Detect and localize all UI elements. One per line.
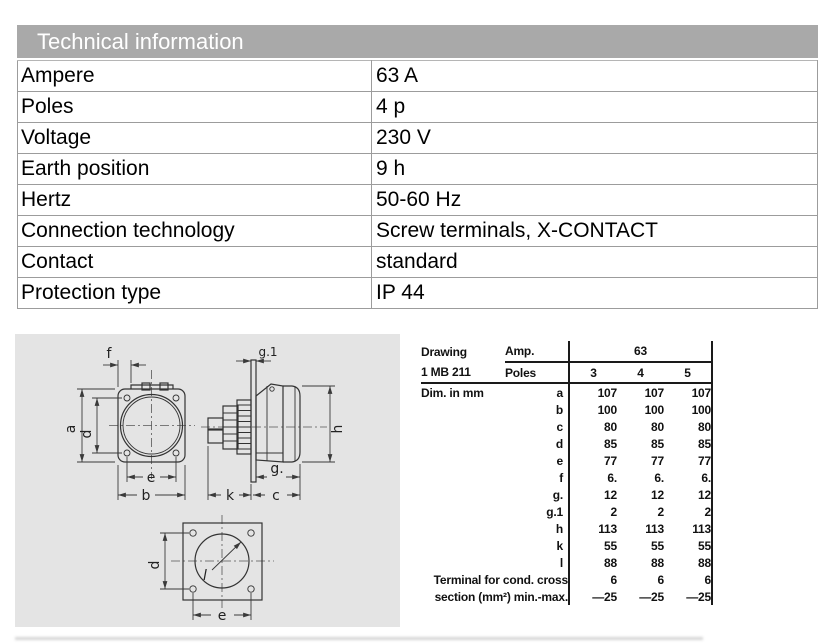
terminal-row-min [421, 571, 712, 588]
spec-label: Earth position [18, 154, 372, 185]
terminal-min-value: 6 [664, 571, 712, 588]
cutoff-next-section-edge [15, 637, 703, 640]
dim-value: 85 [651, 436, 664, 451]
dim-value: 6. [569, 469, 617, 486]
dim-letter: d [555, 436, 563, 451]
dim-value: 88 [651, 555, 664, 570]
spec-row-earth-position [18, 154, 818, 185]
spec-row-protection-type [18, 278, 818, 309]
dim-table-header-row [421, 341, 712, 362]
drawing-number: 1 MB 211 [421, 362, 505, 383]
dim-letter: g.1 [546, 504, 563, 519]
dim-letter: g. [552, 487, 563, 502]
spec-label: Hertz [18, 185, 372, 216]
terminal-min-value: 6 [569, 571, 617, 588]
dim-row-k [421, 537, 712, 554]
section-title: Technical information [37, 29, 244, 54]
dim-label-e: e [146, 470, 156, 486]
dim-value: 77 [664, 452, 712, 469]
dim-value: 88 [664, 554, 712, 571]
front-view [63, 346, 195, 504]
dim-row-b [421, 401, 712, 418]
dim-row-g [421, 486, 712, 503]
dim-label-g: g. [270, 461, 284, 477]
spec-label: Connection technology [18, 216, 372, 247]
pole-option: 4 [617, 362, 664, 383]
dim-value: 12 [569, 486, 617, 503]
dim-value: 2 [657, 504, 664, 519]
dim-row-e [421, 452, 712, 469]
dim-value: 107 [644, 385, 664, 400]
dim-label-g1: g.1 [258, 345, 278, 359]
dim-letter: c [556, 419, 563, 434]
spec-label: Poles [18, 92, 372, 123]
spec-row-ampere [18, 61, 818, 92]
dim-letter: h [555, 521, 563, 536]
dim-value: 6. [654, 470, 664, 485]
dim-value: 107 [664, 383, 712, 401]
drawing-label: Drawing [421, 344, 467, 359]
spec-row-connection-technology [18, 216, 818, 247]
amp-value: 63 [569, 341, 712, 362]
dim-row-a [421, 383, 712, 401]
dim-row-h [421, 520, 712, 537]
dim-letter: b [555, 402, 563, 417]
spec-value: 230 V [372, 123, 818, 154]
dim-value: 80 [664, 418, 712, 435]
dim-value: 2 [569, 503, 617, 520]
terminal-label-line2: section (mm²) min.-max. [434, 589, 568, 604]
technical-drawing-panel [15, 334, 400, 627]
terminal-row-max [421, 588, 712, 605]
terminal-min-value: 6 [657, 572, 664, 587]
terminal-max-value: —25 [639, 589, 664, 604]
amp-label: Amp. [505, 341, 569, 362]
dim-value: 100 [569, 401, 617, 418]
dim-letter: f [559, 470, 563, 485]
dimension-table [421, 341, 713, 605]
dim-row-c [421, 418, 712, 435]
spec-value: Screw terminals, X-CONTACT [372, 216, 818, 247]
dim-value: 12 [651, 487, 664, 502]
dim-label-d-bottom: d [147, 560, 163, 570]
dim-row-l [421, 554, 712, 571]
spec-value: standard [372, 247, 818, 278]
dim-value: 85 [569, 435, 617, 452]
technical-information-header [17, 25, 818, 58]
dim-value: 77 [651, 453, 664, 468]
dim-value: 80 [569, 418, 617, 435]
bottom-view [147, 515, 274, 624]
spec-value: 4 p [372, 92, 818, 123]
dim-value: 88 [569, 554, 617, 571]
dim-unit-label: Dim. in mm [421, 385, 484, 400]
dim-letter: k [556, 538, 563, 553]
dim-value: 113 [569, 520, 617, 537]
dim-row-f [421, 469, 712, 486]
pole-option: 5 [664, 362, 712, 383]
dim-label-e-bottom: e [217, 608, 227, 624]
dim-value: 55 [569, 537, 617, 554]
spec-value: 50-60 Hz [372, 185, 818, 216]
spec-row-voltage [18, 123, 818, 154]
dim-label-b: b [141, 488, 151, 504]
pole-option: 3 [569, 362, 617, 383]
dim-letter: a [556, 385, 563, 400]
dim-row-d [421, 435, 712, 452]
dim-value: 12 [664, 486, 712, 503]
dim-label-c: c [272, 488, 280, 504]
poles-label: Poles [505, 362, 569, 383]
spec-value: 9 h [372, 154, 818, 185]
dim-value: 113 [664, 520, 712, 537]
dim-value: 55 [651, 538, 664, 553]
side-view [201, 345, 346, 504]
dim-letter: l [559, 555, 563, 570]
dim-table-poles-row [421, 362, 712, 383]
dim-value: 100 [644, 402, 664, 417]
dim-value: 80 [651, 419, 664, 434]
dim-value: 100 [664, 401, 712, 418]
dim-value: 55 [664, 537, 712, 554]
dim-value: 85 [664, 435, 712, 452]
spec-row-hertz [18, 185, 818, 216]
dim-value: 6. [664, 469, 712, 486]
spec-label: Protection type [18, 278, 372, 309]
dim-label-d: d [79, 429, 95, 439]
dim-label-h: h [330, 424, 346, 434]
dim-value: 2 [664, 503, 712, 520]
spec-row-poles [18, 92, 818, 123]
terminal-max-value: —25 [664, 588, 712, 605]
spec-row-contact [18, 247, 818, 278]
dim-label-f: f [106, 346, 112, 362]
dim-label-k: k [225, 488, 235, 504]
spec-table [17, 60, 818, 309]
spec-label: Contact [18, 247, 372, 278]
terminal-max-value: —25 [569, 588, 617, 605]
spec-label: Ampere [18, 61, 372, 92]
dimension-drawing [15, 334, 400, 627]
dim-value: 77 [569, 452, 617, 469]
dim-value: 107 [569, 383, 617, 401]
dim-label-l: l [203, 568, 207, 584]
dim-row-g1 [421, 503, 712, 520]
spec-value: 63 A [372, 61, 818, 92]
spec-label: Voltage [18, 123, 372, 154]
dim-letter: e [556, 453, 563, 468]
dim-label-a: a [63, 424, 79, 434]
dim-value: 113 [645, 521, 664, 536]
spec-value: IP 44 [372, 278, 818, 309]
terminal-label-line1: Terminal for cond. cross [433, 572, 568, 587]
